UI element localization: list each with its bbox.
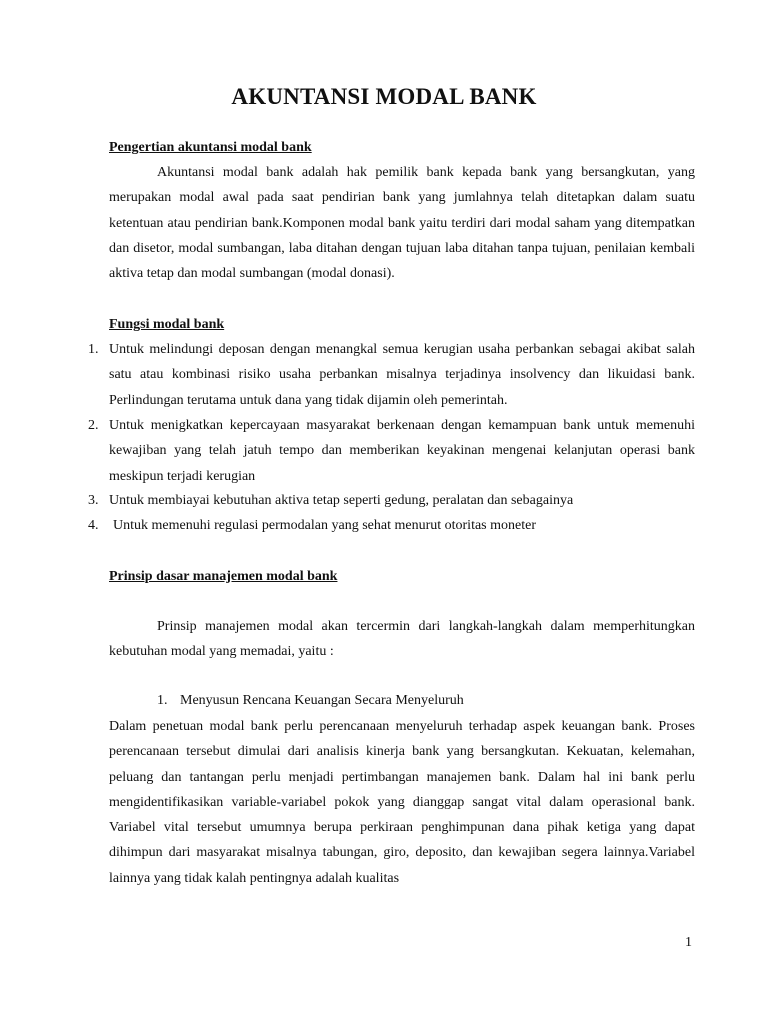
section-heading-fungsi: Fungsi modal bank	[109, 317, 225, 332]
list-text: Untuk membiayai kebutuhan aktiva tetap seperti gedung, peralatan dan sebagainya	[109, 493, 574, 508]
sub-item-number: 1.	[157, 693, 168, 708]
list-item-fungsi-4	[84, 513, 695, 538]
list-item-fungsi-3	[84, 488, 695, 513]
list-text: Untuk menigkatkan kepercayaan masyarakat berkenaan dengan kemampuan bank untuk memenuhi kewajiban yang telah jatuh tempo dan memberikan keyakinan mengenai kelanjutan operasi bank meskipun terjadi kerugian	[109, 418, 695, 484]
sub-item-rencana-keuangan	[157, 693, 464, 709]
paragraph-rencana-keuangan: Dalam penetuan modal bank perlu perencanaan menyeluruh terhadap aspek keuangan bank. Proses perencanaan tersebut dimulai dari analisis kinerja bank yang bersangkutan. Kekuatan, kelemahan, peluang dan tantangan perlu menjadi pertimbangan manajemen bank. Dalam hal ini bank perlu mengidentifikasikan variable-variabel pokok yang dianggap sangat vital dalam operasional bank. Variabel vital tersebut umumnya berupa perkiraan penghimpunan dana pihak ketiga yang dapat dihimpun dari masyarakat misalnya tabungan, giro, deposito, dan kewajiban segera lainnya.Variabel lainnya yang tidak kalah pentingnya adalah kualitas	[109, 719, 695, 886]
list-number: 3.	[88, 493, 99, 508]
list-text: Untuk memenuhi regulasi permodalan yang sehat menurut otoritas moneter	[113, 518, 536, 533]
paragraph-pengertian: Akuntansi modal bank adalah hak pemilik bank kepada bank yang bersangkutan, yang merupakan modal awal pada saat pendirian bank yang jumlahnya telah ditetapkan dalam suatu ketentuan atau pendirian bank.Komponen modal bank yaitu terdiri dari modal saham yang ditempatkan dan disetor, modal sumbangan, laba ditahan dengan tujuan laba ditahan tanpa tujuan, penilaian kembali aktiva tetap dan modal sumbangan (modal donasi).	[109, 165, 695, 282]
list-number: 2.	[88, 418, 99, 433]
sub-item-text: Menyusun Rencana Keuangan Secara Menyeluruh	[180, 693, 464, 708]
page-number: 1	[685, 935, 692, 950]
document-title: AKUNTANSI MODAL BANK	[231, 84, 537, 109]
list-item-fungsi-2	[84, 413, 695, 489]
list-item-fungsi-1	[84, 337, 695, 413]
section-heading-prinsip: Prinsip dasar manajemen modal bank	[109, 569, 338, 584]
list-number: 1.	[88, 342, 99, 357]
list-number: 4.	[88, 518, 99, 533]
list-text: Untuk melindungi deposan dengan menangkal semua kerugian usaha perbankan sebagai akibat salah satu atau kombinasi risiko usaha perbankan misalnya terjadinya insolvency dan likuidasi bank. Perlindungan terutama untuk dana yang tidak dijamin oleh pemerintah.	[109, 342, 695, 408]
paragraph-prinsip-intro: Prinsip manajemen modal akan tercermin dari langkah-langkah dalam memperhitungkan kebutuhan modal yang memadai, yaitu :	[109, 619, 695, 660]
section-heading-pengertian: Pengertian akuntansi modal bank	[109, 140, 312, 155]
